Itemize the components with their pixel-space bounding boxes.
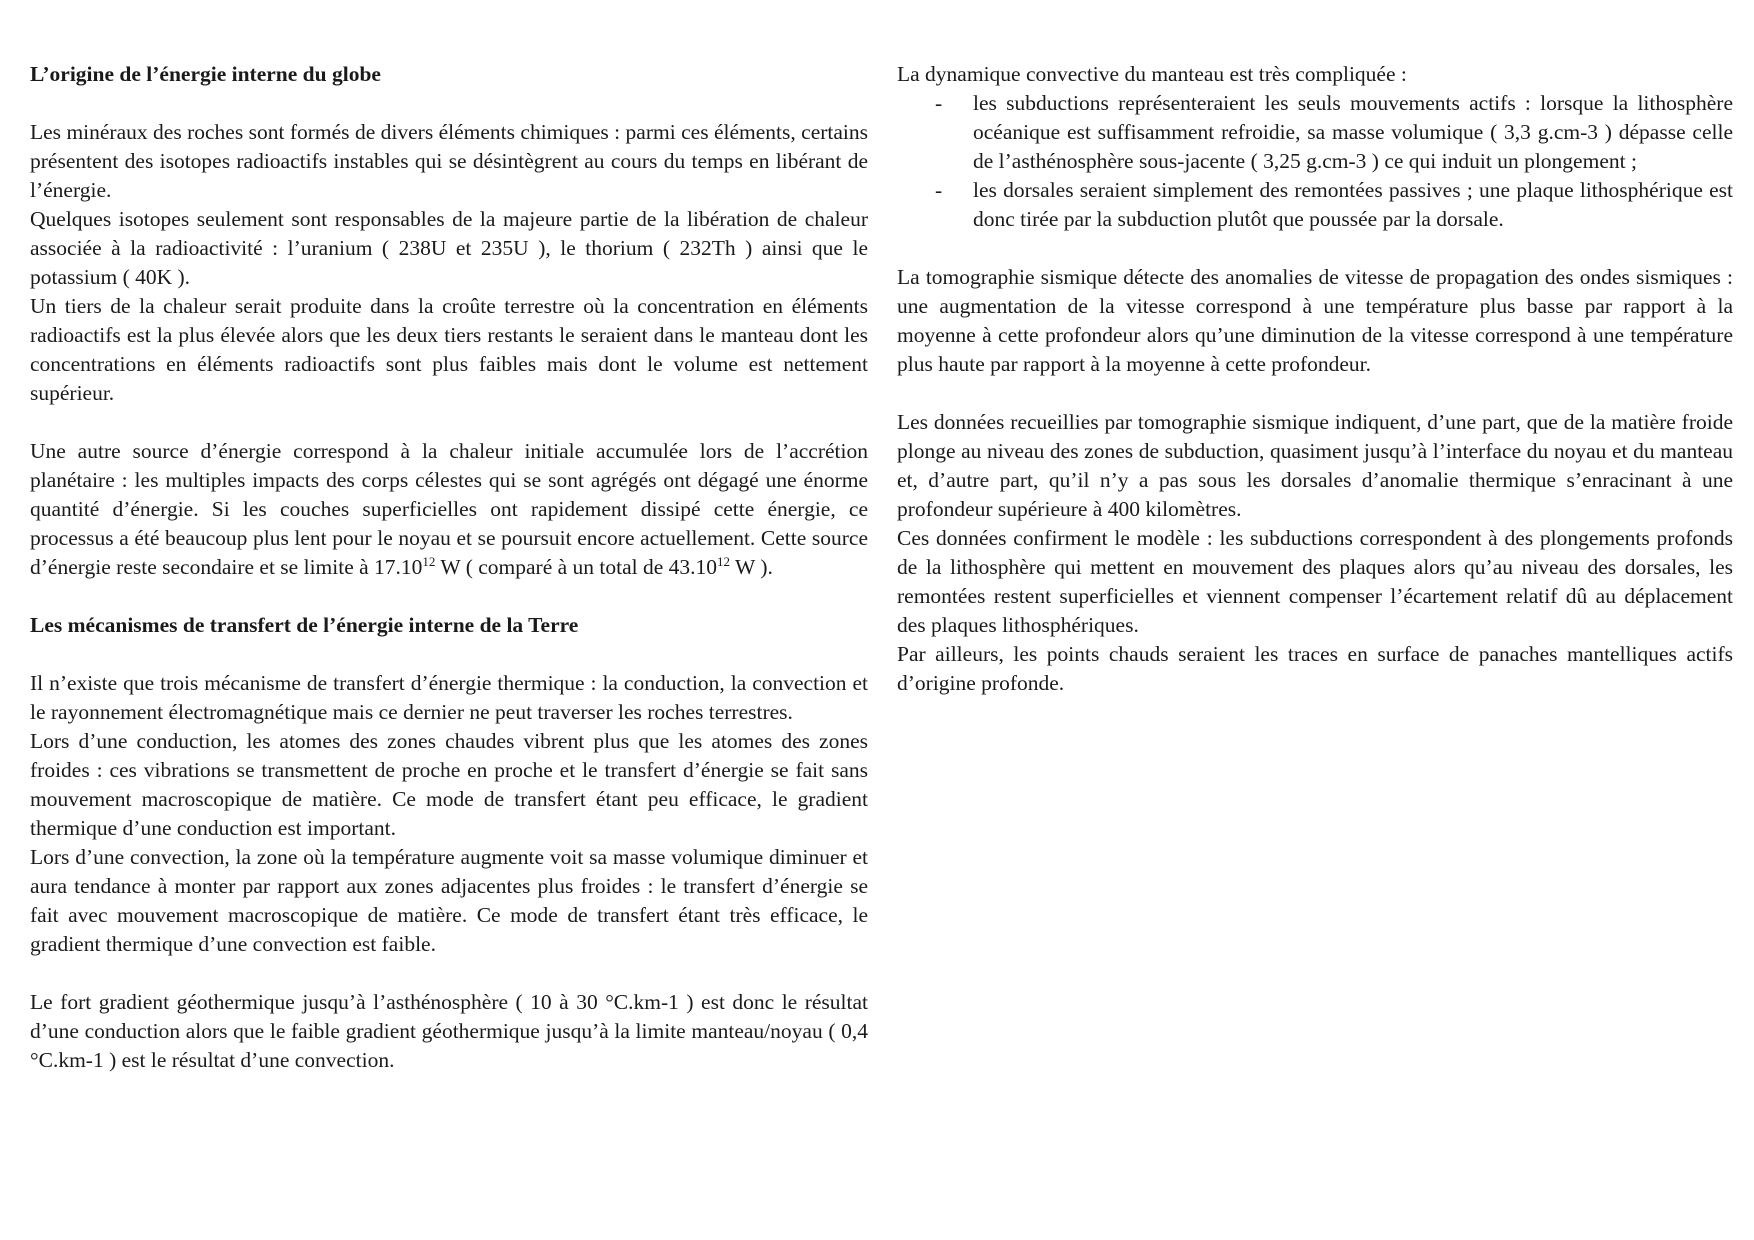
right-column [897, 60, 1733, 698]
paragraph-isotopes: Quelques isotopes seulement sont responsables de la majeure partie de la libération de chaleur associée à la radioactivité : l’uranium ( 238U et 235U ), le thorium ( 232Th ) ainsi que le potassium ( 40K ). [30, 207, 868, 289]
accretion-text: Une autre source d’énergie correspond à la chaleur initiale accumulée lors de l’accrétion planétaire : les multiples impacts des corps célestes qui se sont agrégés ont dégagé une énorme quantité d’énergie. Si les couches superficielles ont rapidement dissipé cette énergie, ce processus a été beaucoup plus lent pour le noyau et se poursuit encore actuellement. Cette source d’énergie reste secondaire et se limite à 17.10 [30, 439, 868, 579]
paragraph-convection: Lors d’une convection, la zone où la température augmente voit sa masse volumique diminuer et aura tendance à monter par rapport aux zones adjacentes plus froides : le transfert d’énergie se fait avec mouvement macroscopique de matière. Ce mode de transfert étant très efficace, le gradient thermique d’une convection est faible. [30, 845, 868, 956]
accretion-text-mid: W ( comparé à un total de 43.10 [435, 555, 718, 579]
spacer [897, 379, 1733, 408]
list-item-text: les subductions représenteraient les seuls mouvements actifs : lorsque la lithosphère océanique est suffisamment refroidie, sa masse volumique ( 3,3 g.cm-3 ) dépasse celle de l’asthénosphère sous-jacente ( 3,25 g.cm-3 ) ce qui induit un plongement ; [973, 91, 1733, 173]
dash-bullet: - [935, 178, 943, 202]
paragraph-gradient: Le fort gradient géothermique jusqu’à l’asthénosphère ( 10 à 30 °C.km-1 ) est donc le résultat d’une conduction alors que le faible gradient géothermique jusqu’à la limite manteau/noyau ( 0,4 °C.km-1 ) est le résultat d’une convection. [30, 990, 868, 1072]
list-item-text: les dorsales seraient simplement des remontées passives ; une plaque lithosphérique est donc tirée par la subduction plutôt que poussée par la dorsale. [973, 178, 1733, 231]
paragraph-donnees: Les données recueillies par tomographie sismique indiquent, d’une part, que de la matière froide plonge au niveau des zones de subduction, quasiment jusqu’à l’interface du noyau et du manteau et, d’autre part, qu’il n’y a pas sous les dorsales d’anomalie thermique s’enracinant à une profondeur supérieure à 400 kilomètres. [897, 410, 1733, 521]
dash-bullet: - [935, 91, 943, 115]
paragraph-modele: Ces données confirment le modèle : les subductions correspondent à des plongements profonds de la lithosphère qui mettent en mouvement des plaques alors qu’au niveau des dorsales, les remontées restent superficielles et viennent compenser l’écartement relatif dû au déplacement des plaques lithosphériques. [897, 526, 1733, 637]
list-item [897, 176, 1733, 234]
paragraph-trois-mecanismes: Il n’existe que trois mécanisme de transfert d’énergie thermique : la conduction, la convection et le rayonnement électromagnétique mais ce dernier ne peut traverser les roches terrestres. [30, 671, 868, 724]
paragraph-points-chauds: Par ailleurs, les points chauds seraient les traces en surface de panaches mantelliques actifs d’origine profonde. [897, 642, 1733, 695]
paragraph-tomographie: La tomographie sismique détecte des anomalies de vitesse de propagation des ondes sismiques : une augmentation de la vitesse correspond à une température plus basse par rapport à la moyenne à cette profondeur alors qu’une diminution de la vitesse correspond à une température plus haute par rapport à la moyenne à cette profondeur. [897, 265, 1733, 376]
exponent-2: 12 [717, 553, 731, 569]
spacer [30, 582, 868, 611]
section-heading-origine: L’origine de l’énergie interne du globe [30, 62, 381, 86]
paragraph-dynamique-intro: La dynamique convective du manteau est très compliquée : [897, 62, 1407, 86]
spacer [897, 234, 1733, 263]
paragraph-conduction: Lors d’une conduction, les atomes des zones chaudes vibrent plus que les atomes des zones froides : ces vibrations se transmettent de proche en proche et le transfert d’énergie se fait sans mouvement macroscopique de matière. Ce mode de transfert étant peu efficace, le gradient thermique d’une conduction est important. [30, 729, 868, 840]
section-heading-mecanismes: Les mécanismes de transfert de l’énergie interne de la Terre [30, 613, 579, 637]
left-column [30, 60, 868, 1075]
bullet-list [897, 89, 1733, 234]
accretion-text-end: W ). [730, 555, 773, 579]
spacer [30, 640, 868, 669]
spacer [30, 959, 868, 988]
list-item [897, 89, 1733, 176]
paragraph-accretion [30, 437, 868, 582]
spacer [30, 408, 868, 437]
spacer [30, 89, 868, 118]
exponent-1: 12 [422, 553, 436, 569]
paragraph-mineraux: Les minéraux des roches sont formés de divers éléments chimiques : parmi ces éléments, certains présentent des isotopes radioactifs instables qui se désintègrent au cours du temps en libérant de l’énergie. [30, 120, 868, 202]
paragraph-tiers-chaleur: Un tiers de la chaleur serait produite dans la croûte terrestre où la concentration en éléments radioactifs est la plus élevée alors que les deux tiers restants le seraient dans le manteau dont les concentrations en éléments radioactifs sont plus faibles mais dont le volume est nettement supérieur. [30, 294, 868, 405]
